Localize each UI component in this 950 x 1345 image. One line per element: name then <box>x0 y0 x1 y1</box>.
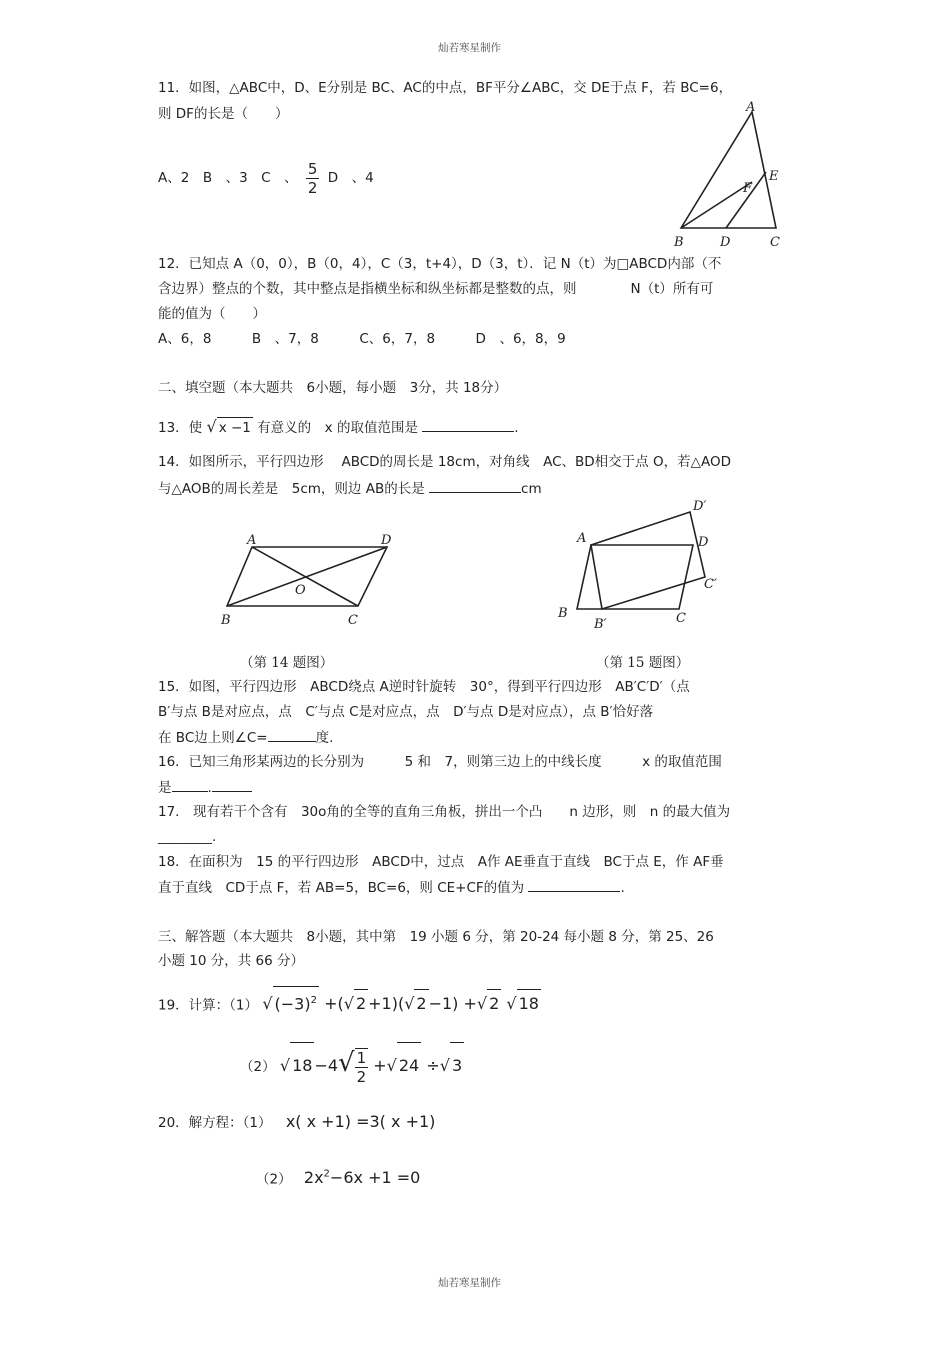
page-header: 灿若寒星制作 <box>438 42 501 54</box>
sqrt-sign: √ <box>206 417 217 436</box>
q11-line1: 11．如图，△ABC中，D、E分别是 BC、AC的中点，BF平分∠ABC，交 DE于点 F，若 BC=6， <box>158 80 733 96</box>
operator: +( <box>324 994 344 1014</box>
sqrt-sign: √ <box>476 994 488 1014</box>
radicand: 2 <box>354 989 368 1018</box>
q20-part2 <box>256 1163 420 1187</box>
radicand <box>273 986 319 1018</box>
q15-line1: 15．如图，平行四边形 ABCD绕点 A逆时针旋转 30°，得到平行四边形 AB′C′D′（点 <box>158 679 690 695</box>
sqrt-sign: √ <box>262 994 273 1014</box>
q14-answer-blank <box>429 478 521 493</box>
label-a: A <box>247 533 257 548</box>
q17-line2: ________. <box>158 829 217 845</box>
section-2-heading: 二、填空题（本大题共 6小题，每小题 3分，共 18分） <box>158 380 508 396</box>
q18-line2 <box>158 877 625 898</box>
fraction-denominator: 2 <box>356 1067 367 1086</box>
q14-unit: cm <box>521 481 542 497</box>
q16-line1: 16．已知三角形某两边的长分别为 5 和 7，则第三边上的中线长度 x 的取值范围 <box>158 754 722 770</box>
radicand: 18 <box>290 1042 314 1089</box>
page-footer: 灿若寒星制作 <box>438 1277 501 1289</box>
q11-figure <box>660 100 795 250</box>
q14-line2-text: 与△AOB的周长差是 5cm，则边 AB的长是 <box>158 481 430 497</box>
q12-options: A、6，8 B 、7，8 C、6，7，8 D 、6，8，9 <box>158 331 566 347</box>
radicand: 2 <box>487 989 501 1018</box>
label-b: B <box>674 235 684 250</box>
sqrt-sign: √ <box>338 1048 355 1078</box>
equation-1: x( x +1) =3( x +1) <box>285 1112 436 1131</box>
q15-figure <box>550 492 740 642</box>
q19-label: 19．计算：（1） <box>158 997 259 1014</box>
term: 2x <box>303 1168 324 1188</box>
q15-unit: 度. <box>315 730 334 746</box>
q13-text: 有意义的 x 的取值范围是 <box>252 420 423 436</box>
q12-line3: 能的值为（ ） <box>158 306 266 322</box>
q13-end: . <box>514 420 519 436</box>
q18-line1: 18．在面积为 15 的平行四边形 ABCD中，过点 A作 AE垂直于直线 BC于点 E，作 AF垂 <box>158 854 724 870</box>
fraction-numerator: 5 <box>307 159 318 178</box>
operator: −1) <box>428 994 459 1014</box>
q11-options <box>158 156 374 200</box>
q15-line2: B′与点 B是对应点，点 C′与点 C是对应点，点 D′与点 D是对应点），点 B′恰好落 <box>158 704 654 720</box>
q19-part1 <box>158 986 541 1014</box>
q11-option-d: D 、4 <box>327 170 374 186</box>
section-3-heading-line2: 小题 10 分，共 66 分） <box>158 953 305 969</box>
label-d: D <box>720 235 731 250</box>
label-o: O <box>295 583 306 598</box>
q15-line3-text: 在 BC边上则∠C= <box>158 730 268 746</box>
sqrt-sign: √ <box>404 994 415 1014</box>
parallelogram-ab1c1d1 <box>591 512 705 609</box>
sqrt-sign: √ <box>506 994 517 1014</box>
expression-1 <box>262 994 541 1013</box>
label-e: E <box>769 169 779 184</box>
q18-end: . <box>620 880 625 896</box>
q16-answer-blank-tail <box>212 777 252 792</box>
exponent: 2 <box>310 995 317 1006</box>
q13-answer-blank <box>422 417 514 432</box>
q16-end: . <box>207 780 212 796</box>
operator: −4 <box>314 1056 339 1075</box>
exponent: 2 <box>323 1169 330 1180</box>
q15-figure-caption: （第 15 题图） <box>596 655 690 671</box>
operator: + <box>373 1056 387 1075</box>
q11-options-abc: A、2 B 、3 C 、 <box>158 170 298 186</box>
q18-line2-text: 直于直线 CD于点 F，若 AB=5，BC=6，则 CE+CF的值为 <box>158 880 529 896</box>
q11-option-c-fraction <box>306 160 320 197</box>
section-3-heading-line1: 三、解答题（本大题共 8小题，其中第 19 小题 6 分，第 20-24 每小题 8 分，第 25、26 <box>158 929 714 945</box>
q18-answer-blank <box>528 877 620 892</box>
expression-2 <box>279 1048 464 1086</box>
q14-line2 <box>158 478 542 499</box>
operator: + <box>463 994 477 1014</box>
q17-line1: 17. 现有若干个含有 30o角的全等的直角三角板，拼出一个凸 n 边形，则 n 的最大值为 <box>158 804 731 820</box>
operator: +1)( <box>368 994 405 1014</box>
q15-line3 <box>158 727 333 748</box>
q12-line2: 含边界）整点的个数，其中整点是指横坐标和纵坐标都是整数的点，则 N（t）所有可 <box>158 281 714 297</box>
label-a: A <box>577 531 587 546</box>
label-d-prime: D′ <box>693 499 707 514</box>
fraction-numerator: 1 <box>356 1048 367 1067</box>
q11-line2: 则 DF的长是（ ） <box>158 106 289 122</box>
sqrt-sign: √ <box>343 994 354 1014</box>
label-a: A <box>746 100 756 115</box>
triangle-abc <box>681 112 776 228</box>
q20-part2-label: （2） <box>256 1171 292 1188</box>
q16-line2-text: 是 <box>158 780 172 796</box>
fraction-denominator: 2 <box>307 178 318 197</box>
label-c: C <box>770 235 780 250</box>
sqrt-sign: √ <box>279 1056 291 1075</box>
q19-part2 <box>240 1040 464 1086</box>
q14-line1: 14．如图所示，平行四边形 ABCD的周长是 18cm，对角线 AC、BD相交于点 O，若△AOD <box>158 454 731 470</box>
term: −6x +1 =0 <box>329 1168 421 1188</box>
label-b-prime: B′ <box>594 617 607 632</box>
equation-2 <box>304 1168 420 1187</box>
q13-prefix: 13．使 <box>158 420 207 436</box>
q20-part1 <box>158 1110 435 1134</box>
label-c: C <box>348 613 358 628</box>
radicand: 24 <box>397 1042 421 1089</box>
q12-line1: 12．已知点 A（0，0），B（0，4），C（3，t+4），D（3，t）．记 N（t）为□ABCD内部（不 <box>158 256 722 272</box>
sqrt-sign: √ <box>386 1056 397 1075</box>
q13-radicand: x −1 <box>217 417 253 438</box>
q19-part2-label: （2） <box>240 1059 276 1075</box>
q16-line2 <box>158 777 252 798</box>
sqrt-sign: √ <box>439 1056 450 1075</box>
segment-bf <box>681 182 752 228</box>
label-c: C <box>676 611 686 626</box>
operator: ÷ <box>426 1056 440 1075</box>
label-c-prime: C′ <box>704 577 717 592</box>
radicand: 2 <box>414 989 428 1018</box>
label-d: D <box>381 533 392 548</box>
label-b: B <box>558 606 568 621</box>
fraction <box>355 1048 369 1086</box>
term: (−3) <box>274 994 311 1014</box>
radicand: 18 <box>517 989 541 1018</box>
label-d: D <box>698 535 709 550</box>
q15-answer-blank <box>268 727 316 742</box>
label-b: B <box>221 613 231 628</box>
q20-label: 20．解方程：（1） <box>158 1115 272 1131</box>
q14-figure-caption: （第 14 题图） <box>240 655 334 671</box>
label-f: F <box>743 181 753 196</box>
radicand: 3 <box>450 1042 464 1089</box>
q13 <box>158 417 519 438</box>
q16-answer-blank <box>172 777 208 792</box>
q14-figure <box>215 528 405 633</box>
